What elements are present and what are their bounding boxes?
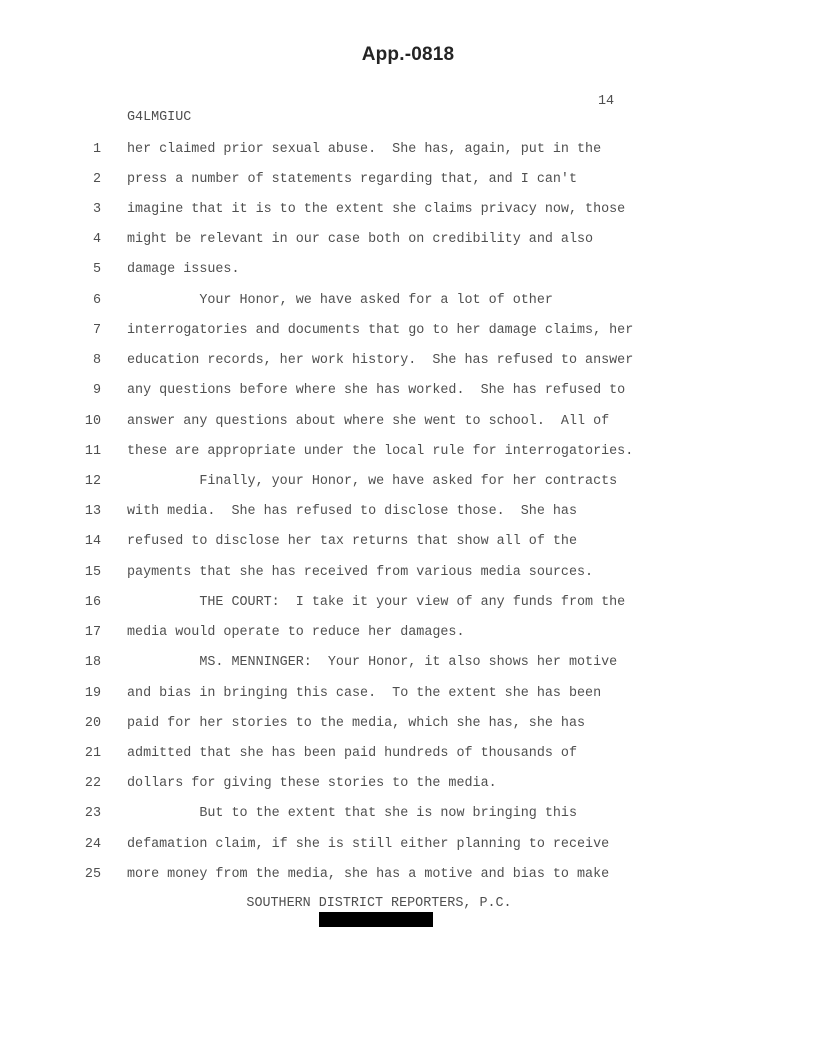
line-text: interrogatories and documents that go to her damage claims, her	[127, 322, 634, 338]
transcript-line	[60, 255, 760, 285]
transcript-line	[60, 799, 760, 829]
line-number: 23	[84, 806, 101, 822]
line-text: THE COURT: I take it your view of any funds from the	[127, 594, 626, 610]
line-number: 12	[84, 474, 101, 490]
line-number: 3	[92, 202, 101, 218]
line-number: 24	[84, 836, 101, 852]
transcript-line	[60, 769, 760, 799]
line-number: 18	[84, 655, 101, 671]
line-text: answer any questions about where she went to school. All of	[127, 413, 610, 429]
line-text: payments that she has received from various media sources.	[127, 564, 594, 580]
transcript-line	[60, 557, 760, 587]
transcript-line	[60, 134, 760, 164]
transcript-line	[60, 346, 760, 376]
line-number: 21	[84, 745, 101, 761]
transcript-line	[60, 708, 760, 738]
line-text: education records, her work history. She has refused to answer	[127, 353, 634, 369]
line-number: 14	[84, 534, 101, 550]
line-text: But to the extent that she is now bringing this	[127, 806, 577, 822]
document-id: G4LMGIUC	[127, 110, 192, 125]
transcript-line	[60, 618, 760, 648]
line-text: paid for her stories to the media, which she has, she has	[127, 715, 586, 731]
line-number: 10	[84, 413, 101, 429]
transcript-line	[60, 436, 760, 466]
transcript-line	[60, 285, 760, 315]
transcript-line	[60, 587, 760, 617]
line-text: MS. MENNINGER: Your Honor, it also shows her motive	[127, 655, 618, 671]
line-number: 22	[84, 776, 101, 792]
line-number: 13	[84, 504, 101, 520]
line-text: media would operate to reduce her damages.	[127, 625, 465, 641]
line-number: 15	[84, 564, 101, 580]
line-number: 7	[92, 322, 101, 338]
transcript-line	[60, 527, 760, 557]
line-text: admitted that she has been paid hundreds of thousands of	[127, 745, 577, 761]
line-text: her claimed prior sexual abuse. She has, again, put in the	[127, 141, 602, 157]
line-number: 11	[84, 443, 101, 459]
transcript-line	[60, 829, 760, 859]
line-number: 8	[92, 353, 101, 369]
line-text: Your Honor, we have asked for a lot of other	[127, 292, 553, 308]
transcript-line	[60, 497, 760, 527]
line-text: with media. She has refused to disclose those. She has	[127, 504, 577, 520]
line-number: 9	[92, 383, 101, 399]
line-text: might be relevant in our case both on credibility and also	[127, 232, 594, 248]
line-text: press a number of statements regarding that, and I can't	[127, 171, 577, 187]
line-text: and bias in bringing this case. To the extent she has been	[127, 685, 602, 701]
line-text: dollars for giving these stories to the media.	[127, 776, 497, 792]
transcript-line	[60, 859, 760, 889]
line-number: 2	[92, 171, 101, 187]
transcript-line	[60, 406, 760, 436]
line-text: defamation claim, if she is still either planning to receive	[127, 836, 610, 852]
line-text: Finally, your Honor, we have asked for her contracts	[127, 474, 618, 490]
transcript-line	[60, 315, 760, 345]
line-number: 6	[92, 292, 101, 308]
line-text: imagine that it is to the extent she claims privacy now, those	[127, 202, 626, 218]
transcript-line	[60, 376, 760, 406]
transcript-lines	[60, 134, 760, 889]
transcript-line	[60, 466, 760, 496]
line-number: 4	[92, 232, 101, 248]
redaction-bar	[319, 912, 433, 927]
transcript-line	[60, 648, 760, 678]
line-number: 17	[84, 625, 101, 641]
line-text: any questions before where she has worked. She has refused to	[127, 383, 626, 399]
line-number: 5	[92, 262, 101, 278]
footer-reporter-name: SOUTHERN DISTRICT REPORTERS, P.C.	[246, 896, 512, 911]
transcript-line	[60, 738, 760, 768]
transcript-line	[60, 678, 760, 708]
line-text: these are appropriate under the local rule for interrogatories.	[127, 443, 634, 459]
transcript-line	[60, 164, 760, 194]
line-number: 25	[84, 866, 101, 882]
line-text: refused to disclose her tax returns that show all of the	[127, 534, 577, 550]
line-text: damage issues.	[127, 262, 240, 278]
line-text: more money from the media, she has a motive and bias to make	[127, 866, 610, 882]
transcript-line	[60, 225, 760, 255]
line-number: 20	[84, 715, 101, 731]
transcript-line	[60, 194, 760, 224]
page-title: App.-0818	[361, 44, 455, 65]
line-number: 16	[84, 594, 101, 610]
line-number: 19	[84, 685, 101, 701]
line-number: 1	[92, 141, 101, 157]
page-number: 14	[598, 94, 615, 109]
